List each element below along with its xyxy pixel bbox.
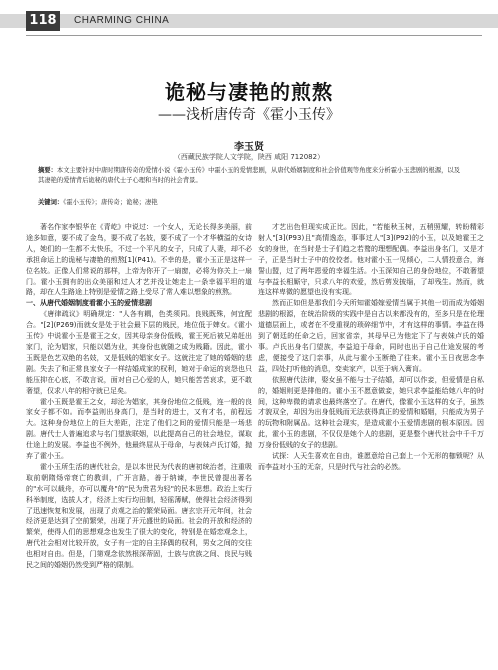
journal-name: CHARMING CHINA [74, 15, 170, 26]
article-title: 诡秘与凄艳的煎熬 [165, 80, 333, 104]
running-header [0, 0, 498, 42]
body-paragraph: 霍小玉所生活的唐代社会，是以本世民为代表的唐初统治者，注重吸取前朝隋炀帝衰亡的教训，广开言路，善于纳谏，李世民曾提出著名的"水可以载舟，亦可以覆舟"的"民为贵君为轻"的民本思想。政治上实行科举制度，选拔人才，经济上实行均田制，轻徭薄赋，使得社会经济得到了迅速恢复和发展，出现了贞观之治的繁荣局面。唐玄宗开元年间，社会经济更是达到了空前繁荣，出现了开元盛世的局面。社会的开放和经济的繁荣，使得人们的思想观念也发生了很大的变化，特别是在婚恋观念上，唐代社会相对比较开放，女子有一定的自主择偶的权利，男女之间的交往也相对自由。但是，门第观念依然根深蒂固，士族与庶族之间、良民与贱民之间的婚姻仍然受到严格的限制。 [26, 462, 252, 570]
keywords [38, 198, 460, 208]
body-paragraph: 然而正如但是那我们今天所知霍婚嫁爱情当属于其他一切而成为婚姻悲剧的根源，在统治阶级的实践中是自古以来都没有的，至多只是在伦理道德层面上，或者在不受重视的琐碎细节中，才有这样的事情。李益在得到了朝廷的任命之后，回家省亲，其母早已为他定下了与表妹卢氏的婚事。卢氏出身名门望族，李益迫于母命，同时也出于自己仕途发展的考虑，便接受了这门亲事，从此与霍小玉断绝了往来。霍小玉日夜思念李益，四处打听他的消息，变卖家产，以至于病入膏肓。 [258, 299, 484, 373]
keywords-label: 关键词： [38, 199, 64, 206]
abstract-text: 本文主要针对中唐时期唐传奇的爱情小说《霍小玉传》中霍小玉的爱情悲剧，从唐代婚姻制度和社会价值观等角度来分析霍小玉悲剧的根源，以及其凄艳的爱情背后诡秘的唐代士子心理和当时的社会背景。 [38, 167, 461, 184]
author-affiliation: （西藏民族学院人文学院，陕西 咸阳 712082） [173, 153, 325, 161]
body-paragraph: 才艺出色但现实成正比。因此，"若能秋玉树，五稍照耀，转盼精彩射人"[3](P93)且"高情逸态，事事过人"[3](P92)的小玉，以及她霍王之女的身世，在当时是士子们趋之若鹜的理想配偶。李益出身名门，又是才子，正是当时士子中的佼佼者。他对霍小玉一见倾心，二人情投意合，海誓山盟，过了两年恩爱的幸福生活。小玉深知自己的身份地位，不敢奢望与李益长相厮守，只求八年的欢爱，然后剪发披缁，了却残生。然而，就连这样卑微的愿望也没有实现。 [258, 223, 484, 297]
section-heading: 一、从唐代婚姻制度看霍小玉的爱情悲剧 [26, 299, 152, 308]
body-paragraph: 依照唐代法律，娶女虽不能与士子结婚，却可以作妾，但爱情是自私的，婚姻则更是排他的。霍小玉不愿意做妾，她只求李益能给她八年的时间，这种卑微的请求也最终落空了。在唐代，像霍小玉这样的女子，虽然才貌双全，却因为出身低贱而无法获得真正的爱情和婚姻，只能成为男子的玩物和附属品。这种社会现实，是造成霍小玉爱情悲剧的根本原因。因此，霍小玉的悲剧，不仅仅是她个人的悲剧，更是整个唐代社会中千千万万身份低贱的女子的悲剧。 [258, 375, 484, 450]
author-name: 李玉贤 [234, 142, 264, 153]
body-paragraph: 《唐律疏议》明确规定："人各有耦，色类须同。良贱既殊，何宜配合。"[2](P269)而就女是处于社会最下层的贱民，地位低于婢女。《霍小玉传》中说霍小玉是霍王之女，因其母亲身份低贱，霍王死后被兄弟赶出家门，沦为娼家，只能以娼为业，其身份也就随之成为贱籍。因此，霍小玉既是色艺双绝的名妓，又是低贱的娼家女子。这就注定了她的婚姻的悲剧。失去了和正常良家女子一样结婚成家的权利，她对于命运的哀怨也只能压抑在心底，不敢言说，面对自己心爱的人，她只能苦苦哀求，更不敢奢望，仅求八年的相守就已足矣。 [26, 310, 252, 395]
header-divider [26, 35, 482, 36]
page-number: 118 [26, 11, 60, 31]
body-column-right [258, 222, 484, 662]
abstract-label: 摘要： [38, 167, 57, 174]
body-paragraph: 著名作家李银华在《青屹》中说过：一个女人，无论长得多美丽，前途多如意，要不成了金鸟，要不成了名妓，要不成了一个才华横溢的女诗人，她们的一生都不太快乐，不过一个平凡的女子，只成了人妻，却不必承担命运上的诡秘与凄艳的煎熬[1](P41)。不幸的是，霍小玉正是这样一位名妓。正像人们常说的那样，上帝为你开了一扇窗，必将为你关上一扇门。霍小玉拥有的出众美丽和过人才艺并没让她走上一条幸福平坦的道路，却在人生路途上特别是爱情之路上受尽了常人难以想象的煎熬。 [26, 223, 252, 297]
keywords-text: 《霍小玉传》；唐传奇；诡秘；凄艳 [63, 199, 158, 206]
abstract [38, 166, 460, 186]
body-paragraph: 试探：人天生喜欢在自由，谁愿意给自己套上一个无形的枷锁呢？从而李益对小玉的无奈，只是时代与社会的必然。 [258, 452, 484, 471]
article-subtitle: ——浅析唐传奇《霍小玉传》 [158, 107, 340, 123]
body-paragraph: 霍小玉既是霍王之女，却沦为娼家，其身份地位之低贱，连一般的良家女子都不如。而李益则出身高门，是当时的进士，又有才名，前程远大。这种身份地位上的巨大差距，注定了他们之间的爱情只能是一场悲剧。唐代士人普遍追求与名门望族联姻，以此提高自己的社会地位，谋取仕途上的发展。李益也不例外，他最终屈从于母命，与表妹卢氏订婚，抛弃了霍小玉。 [26, 397, 252, 461]
body-column-left [26, 222, 252, 662]
